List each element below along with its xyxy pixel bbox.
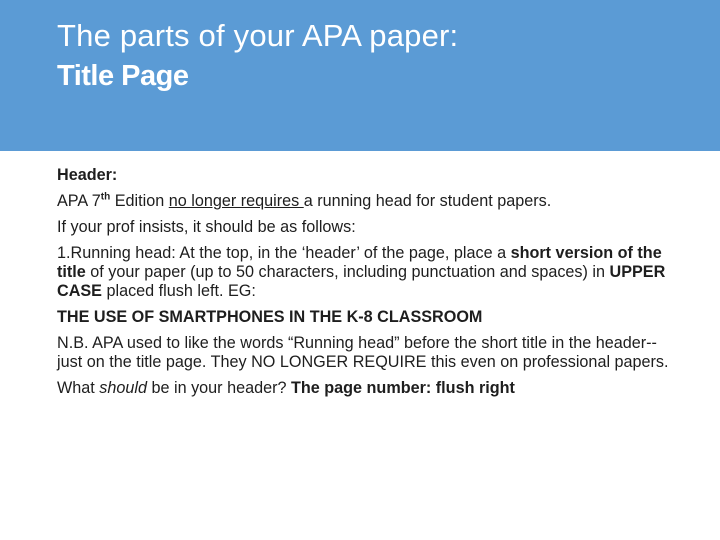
slide-subtitle: Title Page xyxy=(57,60,189,92)
header-label: Header: xyxy=(57,166,118,184)
header-question-paragraph xyxy=(57,379,677,398)
question-end: be in your header? xyxy=(146,379,291,397)
apa7-superscript: th xyxy=(100,191,111,203)
example-title: THE USE OF SMARTPHONES IN THE K-8 CLASSROOM xyxy=(57,308,483,326)
page-number-answer: The page number: flush right xyxy=(290,379,515,397)
nb-paragraph: N.B. APA used to like the words “Running head” before the short title in the header-- just on the title page. They NO LONGER REQUIRE this even on professional papers. xyxy=(57,334,669,371)
header-label-paragraph xyxy=(57,166,677,185)
slide-title: The parts of your APA paper: xyxy=(57,18,459,53)
short-version-text: short version of the title xyxy=(57,244,662,281)
running-head-end: placed flush left. EG: xyxy=(101,282,256,300)
body-text xyxy=(57,166,677,405)
edition-text: Edition xyxy=(110,192,169,210)
running-head-intro: 1.Running head: At the top, in the ‘header’ of the page, place a xyxy=(57,244,511,262)
apa7-text: APA 7 xyxy=(57,192,101,210)
running-head-text: a running head for student papers. xyxy=(303,192,552,210)
title-band xyxy=(0,0,720,151)
example-title-paragraph xyxy=(57,308,677,327)
prof-insists-paragraph: If your prof insists, it should be as follows: xyxy=(57,218,356,236)
no-longer-requires-text: no longer requires xyxy=(168,192,304,210)
running-head-middle: of your paper (up to 50 characters, including punctuation and spaces) in xyxy=(85,263,610,281)
question-start: What xyxy=(57,379,100,397)
apa7-paragraph xyxy=(57,192,677,211)
upper-case-text: UPPER CASE xyxy=(57,263,666,300)
running-head-paragraph xyxy=(57,244,677,301)
should-text: should xyxy=(99,379,147,397)
